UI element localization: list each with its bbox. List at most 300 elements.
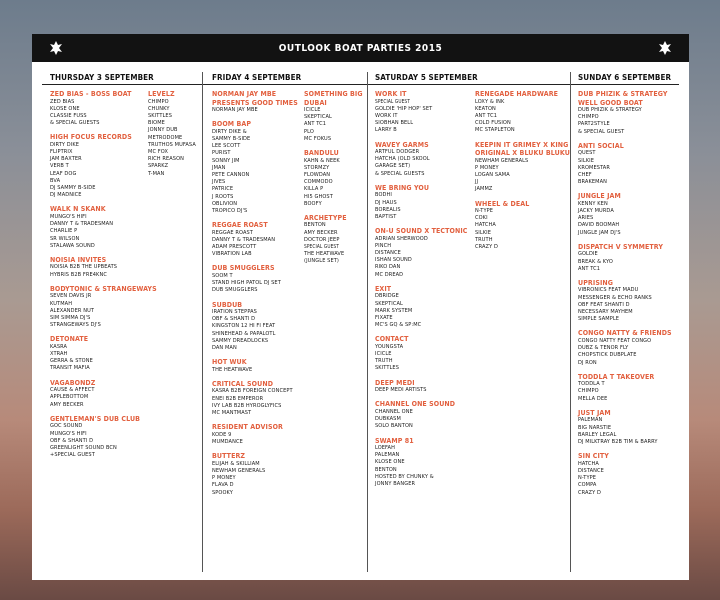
party-block bbox=[578, 409, 672, 446]
lineup-item: MUMDANCE bbox=[212, 439, 243, 445]
lineup-item: SR WILSON bbox=[50, 235, 80, 242]
lineup-item: & SPECIAL GUESTS bbox=[375, 170, 425, 177]
party-block bbox=[375, 400, 468, 430]
party-title: VAGABONDZ bbox=[50, 378, 96, 387]
lineup-item: ARIES bbox=[578, 215, 594, 222]
lineup-item: BAPTIST bbox=[375, 213, 397, 220]
party-block bbox=[212, 380, 298, 417]
party-block bbox=[50, 256, 157, 279]
lineup-item: SKEPTICAL bbox=[375, 300, 403, 307]
party-title: BUTTERZ bbox=[212, 452, 246, 461]
lineup-item: DISTANCE bbox=[375, 250, 401, 257]
lineup-item: KEATON bbox=[475, 105, 496, 112]
lineup-item: IRATION STEPPAS bbox=[212, 309, 257, 316]
lineup-item: LARRY B bbox=[375, 127, 397, 134]
lineup-item: DIRTY DIKE bbox=[50, 141, 80, 148]
lineup-item: JAMMZ bbox=[475, 186, 493, 193]
lineup-item: GARAGE SET) bbox=[375, 163, 411, 170]
party-block bbox=[375, 227, 468, 279]
lineup-item: RICH REASON bbox=[148, 156, 185, 163]
lineup-item: SOLO BANTON bbox=[375, 423, 413, 430]
lineup-item: & SPECIAL GUESTS bbox=[50, 120, 100, 127]
lineup-item: VIBRATION LAB bbox=[212, 251, 252, 258]
lineup-item: FIXATE bbox=[375, 314, 393, 321]
lineup-item: HATCHA bbox=[475, 222, 496, 229]
party-block bbox=[375, 90, 468, 135]
lineup-item: BOOFY bbox=[304, 200, 322, 207]
lineup-item: JACKY MURDA bbox=[578, 208, 614, 215]
lineup-item: RIKO DAN bbox=[375, 264, 401, 271]
column-divider bbox=[202, 72, 203, 572]
header-bar bbox=[32, 34, 689, 62]
lineup-item: TRUTHOS MUFASA bbox=[148, 141, 196, 148]
party-block bbox=[50, 379, 157, 409]
party-title: BANDULU bbox=[304, 149, 339, 158]
party-block bbox=[375, 437, 468, 489]
party-title: CHANNEL ONE SOUND bbox=[375, 400, 456, 409]
lineup-item: BODHI bbox=[375, 192, 392, 199]
party-title: ANTI SOCIAL bbox=[578, 141, 624, 150]
lineup-item: KASRA bbox=[50, 343, 68, 350]
party-title: HIGH FOCUS RECORDS bbox=[50, 133, 132, 142]
lineup-item: METRODOME bbox=[148, 134, 183, 141]
lineup-item: ANT TC1 bbox=[304, 121, 327, 128]
lineup-item: ISHAN SOUND bbox=[375, 257, 412, 264]
party-title: GENTLEMAN'S DUB CLUB bbox=[50, 414, 141, 423]
lineup-item: ADAM PRESCOTT bbox=[212, 244, 257, 251]
lineup-item: DAN MAN bbox=[212, 345, 237, 352]
lineup-item: MC FOKUS bbox=[304, 135, 332, 142]
lineup-item: JMAN bbox=[212, 164, 226, 171]
party-title: ZED BIAS - BOSS BOAT bbox=[50, 90, 132, 98]
party-block bbox=[50, 90, 157, 127]
lineup-item: PALEMAN bbox=[375, 452, 400, 459]
lineup-item: CHOPSTICK DUBPLATE bbox=[578, 352, 637, 359]
lineup-item: DUB PHIZIK & STRATEGY bbox=[578, 107, 642, 113]
lineup-item: DJ SAMMY B-SIDE bbox=[50, 185, 96, 192]
lineup-item: CRAZY D bbox=[475, 244, 498, 251]
lineup-item: TRUTH bbox=[375, 358, 393, 365]
lineup-item: GOLDIE bbox=[578, 251, 598, 258]
lineup-item: LOEFAH bbox=[375, 445, 395, 451]
lineup-item: PART2STYLE bbox=[578, 121, 610, 128]
lineup-item: CHIMPO bbox=[578, 114, 599, 121]
lineup-item: CHEF bbox=[578, 171, 592, 178]
party-block bbox=[50, 335, 157, 372]
party-title: WALK N SKANK bbox=[50, 205, 106, 214]
lineup-item: MC STAPLETON bbox=[475, 127, 515, 134]
lineup-item: BIG NARSTIE bbox=[578, 424, 612, 431]
lineup-item: MC DREAD bbox=[375, 271, 404, 278]
party-title: CRITICAL SOUND bbox=[212, 379, 274, 388]
lineup-item: DJ HAUS bbox=[375, 199, 397, 206]
lineup-item: KODE 9 bbox=[212, 431, 232, 438]
lineup-item: COMMODO bbox=[304, 179, 333, 186]
lineup-item: KLOSE ONE bbox=[375, 459, 405, 466]
lineup-item: BIOME bbox=[148, 120, 165, 127]
lineup-item: ANT TC1 bbox=[578, 265, 601, 272]
lineup-item: MC FOX bbox=[148, 148, 169, 155]
lineup-item: HATCHA bbox=[578, 460, 599, 467]
lineup-item: SIOBHAN BELL bbox=[375, 120, 414, 127]
lineup-item: SKITTLES bbox=[148, 112, 173, 119]
lineup-item: FLAVA D bbox=[212, 482, 234, 489]
party-title: WELL GOOD BOAT bbox=[578, 98, 643, 107]
lineup-item: PURIST bbox=[212, 150, 231, 157]
lineup-item: WORK IT bbox=[375, 112, 398, 119]
party-block bbox=[212, 452, 298, 497]
lineup-item: KUTMAH bbox=[50, 300, 73, 307]
lineup-item: COKI bbox=[475, 215, 488, 222]
lineup-item: CHANNEL ONE bbox=[375, 408, 413, 415]
lineup-item: VIBRONICS FEAT MADU bbox=[578, 287, 639, 294]
party-title: SIN CITY bbox=[578, 452, 609, 461]
lineup-item: PINCH bbox=[375, 242, 392, 249]
lineup-item: ZED BIAS bbox=[50, 98, 75, 105]
lineup-item: THE HEATWAVE bbox=[212, 366, 253, 373]
lineup-item: & SPECIAL GUEST bbox=[578, 128, 625, 135]
party-block bbox=[212, 264, 298, 294]
lineup-item: SILKIE bbox=[578, 157, 595, 164]
lineup-item: BENTON bbox=[304, 222, 326, 229]
column-thursday-a bbox=[50, 90, 157, 465]
party-title: PRESENTS GOOD TIMES bbox=[212, 98, 298, 107]
lineup-item: OBF & SHANTI D bbox=[50, 437, 94, 444]
lineup-item: ELIJAH & SKILLIAM bbox=[212, 460, 260, 467]
lineup-item: FLIPTRIX bbox=[50, 149, 73, 156]
lineup-item: GREENLIGHT SOUND BCN bbox=[50, 444, 117, 451]
lineup-item: DUB SMUGGLERS bbox=[212, 287, 258, 294]
lineup-item: FLOWDAN bbox=[304, 171, 331, 178]
lineup-item: TRANSIT MAFIA bbox=[50, 365, 90, 372]
lineup-item: J ROOTS bbox=[212, 193, 234, 200]
lineup-item: SONNY JIM bbox=[212, 157, 240, 164]
party-title: KEEPIN IT GRIMEY X KING bbox=[475, 140, 569, 149]
lineup-item: HOSTED BY CHUNKY & bbox=[375, 473, 434, 480]
lineup-item: +SPECIAL GUEST bbox=[50, 452, 95, 459]
party-block bbox=[578, 329, 672, 366]
lineup-item: KLOSE ONE bbox=[50, 105, 80, 112]
lineup-item: CHARLIE P bbox=[50, 228, 78, 235]
lineup-item: GOC SOUND bbox=[50, 423, 83, 430]
party-block bbox=[304, 214, 363, 266]
lineup-item: DJ RON bbox=[578, 359, 597, 366]
party-block bbox=[578, 192, 672, 237]
lineup-item: JONNY DUB bbox=[148, 127, 178, 134]
column-friday-b bbox=[304, 90, 363, 272]
lineup-item: DANNY T & TRADESMAN bbox=[212, 236, 276, 243]
party-title: RESIDENT ADVISOR bbox=[212, 423, 283, 432]
lineup-item: OBLIVION bbox=[212, 200, 238, 207]
lineup-item: SKEPTICAL bbox=[304, 114, 332, 121]
day-heading-saturday: SATURDAY 5 SEPTEMBER bbox=[375, 73, 478, 82]
lineup-item: PALEMAN bbox=[578, 417, 603, 424]
lineup-item: ADRIAN SHERWOOD bbox=[375, 235, 428, 242]
lineup-item: DUBKASM bbox=[375, 416, 401, 423]
lineup-item: IVY LAB B2B HYROGLYFICS bbox=[212, 402, 282, 409]
party-block bbox=[578, 142, 672, 187]
lineup-item: AMY BECKER bbox=[50, 401, 84, 408]
lineup-item: PETE CANNON bbox=[212, 171, 250, 178]
lineup-item: GOLDIE 'HIP HOP' SET bbox=[375, 105, 433, 112]
lineup-item: LOGAN SAMA bbox=[475, 171, 510, 178]
party-block bbox=[578, 243, 672, 273]
lineup-item: TRUTH bbox=[475, 236, 493, 243]
lineup-item: AMY BECKER bbox=[304, 229, 338, 236]
lineup-item: KILLA P bbox=[304, 186, 324, 193]
party-block bbox=[212, 358, 298, 374]
day-heading-friday: FRIDAY 4 SEPTEMBER bbox=[212, 73, 302, 82]
party-block bbox=[375, 141, 468, 178]
lineup-item: ALEXANDER NUT bbox=[50, 307, 95, 314]
lineup-item: KINGSTON 12 HI FI FEAT bbox=[212, 323, 276, 330]
lineup-item: JJ bbox=[475, 179, 479, 186]
party-title: NORMAN JAY MBE bbox=[212, 90, 277, 98]
lineup-item: LEE SCOTT bbox=[212, 143, 241, 150]
party-title: DUB PHIZIK & STRATEGY bbox=[578, 90, 668, 98]
party-block bbox=[475, 200, 570, 252]
party-block bbox=[375, 184, 468, 221]
party-block bbox=[578, 279, 672, 324]
lineup-item: DEEP MEDI ARTISTS bbox=[375, 387, 427, 394]
lineup-item: MC'S GQ & SP:MC bbox=[375, 322, 422, 329]
party-title: NOISIA INVITES bbox=[50, 255, 107, 264]
lineup-item: PLO bbox=[304, 128, 314, 135]
lineup-item: TROPICO DJ'S bbox=[212, 207, 248, 214]
party-title: BOOM BAP bbox=[212, 120, 252, 129]
party-block bbox=[578, 373, 672, 403]
lineup-item: KASRA B2B FOREIGN CONCEPT bbox=[212, 388, 293, 395]
party-title: SWAMP 81 bbox=[375, 436, 414, 445]
lineup-item: CHUNKY bbox=[148, 105, 170, 112]
party-title: ARCHETYPE bbox=[304, 213, 347, 222]
day-heading-sunday: SUNDAY 6 SEPTEMBER bbox=[578, 73, 672, 82]
party-block bbox=[375, 335, 468, 372]
lineup-item: SAMMY B-SIDE bbox=[212, 135, 251, 142]
party-block bbox=[304, 90, 363, 143]
logo-icon bbox=[657, 40, 673, 56]
party-block bbox=[475, 141, 570, 194]
lineup-item: DOCTOR JEEP bbox=[304, 236, 340, 243]
party-block bbox=[50, 415, 157, 460]
lineup-item: COLD FUSION bbox=[475, 120, 511, 127]
lineup-item: YOUNGSTA bbox=[375, 343, 404, 350]
party-title: WAVEY GARMS bbox=[375, 140, 429, 149]
lineup-item: SIMPLE SAMPLE bbox=[578, 316, 620, 323]
party-title: DEEP MEDI bbox=[375, 378, 415, 387]
lineup-item: MUNGO'S HIFI bbox=[50, 213, 87, 220]
lineup-item: SAMMY DREADLOCKS bbox=[212, 337, 269, 344]
lineup-item: DJ MADNICE bbox=[50, 192, 82, 199]
party-block bbox=[475, 90, 570, 135]
lineup-item: NEWHAM GENERALS bbox=[212, 467, 266, 474]
party-title: DETONATE bbox=[50, 335, 89, 344]
lineup-item: ICICLE bbox=[375, 351, 392, 358]
lineup-item: OBF & SHANTI D bbox=[212, 316, 256, 323]
lineup-item: HYBRIS B2B FRE4KNC bbox=[50, 271, 107, 278]
lineup-item: SPECIAL GUEST bbox=[304, 245, 339, 251]
lineup-item: KROMESTAR bbox=[578, 164, 610, 171]
lineup-item: ICICLE bbox=[304, 107, 321, 113]
lineup-item: LOXY & INK bbox=[475, 98, 505, 105]
lineup-item: MC MANTMAST bbox=[212, 410, 252, 417]
party-block bbox=[212, 221, 298, 258]
lineup-item: DANNY T & TRADESMAN bbox=[50, 221, 114, 228]
lineup-item: REGGAE ROAST bbox=[212, 229, 253, 236]
lineup-item: STAND HIGH PATOL DJ SET bbox=[212, 280, 281, 287]
page-title: OUTLOOK BOAT PARTIES 2015 bbox=[278, 42, 443, 54]
lineup-item: APPLEBOTTOM bbox=[50, 394, 89, 401]
lineup-item: SIM SIMMA DJ'S bbox=[50, 314, 91, 321]
lineup-item: NEWHAM GENERALS bbox=[475, 157, 529, 164]
logo-icon bbox=[48, 40, 64, 56]
party-block bbox=[50, 285, 157, 330]
lineup-item: BRAKEMAN bbox=[578, 179, 607, 186]
party-block bbox=[212, 120, 298, 215]
lineup-item: ANT TC1 bbox=[475, 112, 498, 119]
lineup-item: SKITTLES bbox=[375, 365, 400, 372]
lineup-item: SPECIAL GUEST bbox=[375, 99, 410, 105]
party-block bbox=[212, 423, 298, 446]
column-divider bbox=[367, 72, 368, 572]
lineup-item: LEAF DOG bbox=[50, 170, 77, 177]
party-title: WHEEL & DEAL bbox=[475, 199, 530, 208]
party-title: WE BRING YOU bbox=[375, 183, 430, 192]
lineup-item: NOISIA B2B THE UPBEATS bbox=[50, 264, 118, 271]
lineup-item: DAVID BOOMAH bbox=[578, 222, 620, 229]
lineup-item: COMPA bbox=[578, 482, 597, 489]
lineup-item: SEVEN DAVIS JR bbox=[50, 293, 92, 300]
party-block bbox=[50, 205, 157, 250]
lineup-item: (JUNGLE SET) bbox=[304, 258, 339, 265]
party-block bbox=[304, 149, 363, 208]
lineup-item: BOREALIS bbox=[375, 206, 401, 213]
party-block bbox=[578, 452, 672, 497]
party-block bbox=[212, 90, 298, 114]
lineup-item: JIVES bbox=[212, 179, 226, 186]
lineup-item: PATRICE bbox=[212, 186, 234, 193]
party-title: BODYTONIC & STRANGEWAYS bbox=[50, 284, 157, 293]
party-title: SUBDUB bbox=[212, 300, 243, 309]
lineup-item: HI5 GHOST bbox=[304, 193, 333, 200]
lineup-item: CONGO NATTY FEAT CONGO bbox=[578, 337, 652, 344]
lineup-item: SILKIE bbox=[475, 229, 492, 236]
lineup-item: SHINEHEAD & PAPALOTL bbox=[212, 330, 276, 337]
party-block bbox=[50, 133, 157, 199]
lineup-item: THE HEATWAVE bbox=[304, 251, 345, 258]
lineup-item: GERRA & STONE bbox=[50, 358, 93, 365]
lineup-item: TODDLA T bbox=[578, 381, 605, 388]
party-title: DISPATCH V SYMMETRY bbox=[578, 242, 664, 251]
lineup-item: ARTFUL DODGER bbox=[375, 149, 420, 156]
lineup-item: VERB T bbox=[50, 163, 69, 170]
party-title: EXIT bbox=[375, 284, 392, 293]
column-saturday-a bbox=[375, 90, 468, 494]
lineup-item: HATCHA (OLD SKOOL bbox=[375, 156, 430, 163]
party-block bbox=[212, 301, 298, 353]
party-title: HOT WUK bbox=[212, 358, 247, 367]
column-thursday-b bbox=[148, 90, 196, 184]
lineup-item: STALAWA SOUND bbox=[50, 242, 95, 249]
party-block bbox=[578, 90, 672, 136]
lineup-item: STORMZY bbox=[304, 164, 330, 171]
lineup-item: CRAZY D bbox=[578, 489, 601, 496]
lineup-item: CLASSIE FUSS bbox=[50, 112, 87, 119]
day-heading-thursday: THURSDAY 3 SEPTEMBER bbox=[50, 73, 154, 82]
lineup-item: BARLEY LEGAL bbox=[578, 431, 617, 438]
party-title: DUB SMUGGLERS bbox=[212, 264, 275, 273]
party-title: LEVELZ bbox=[148, 90, 175, 98]
party-title: REGGAE ROAST bbox=[212, 221, 268, 230]
lineup-item: MUNGO'S HIFI bbox=[50, 430, 87, 437]
party-title: ON-U SOUND X TECTONIC bbox=[375, 227, 468, 236]
lineup-item: N-TYPE bbox=[475, 208, 494, 215]
party-title: JUNGLE JAM bbox=[578, 192, 621, 201]
party-title: ORIGINAL X BLUKU BLUKU bbox=[475, 149, 570, 158]
lineup-item: DUBZ & TENOR FLY bbox=[578, 345, 629, 352]
party-title: DUBAI bbox=[304, 98, 327, 107]
lineup-item: KENNY KEN bbox=[578, 200, 608, 207]
lineup-item: STRANGEWAYS DJ'S bbox=[50, 322, 101, 329]
lineup-item: XTRAH bbox=[50, 351, 68, 358]
lineup-item: BENTON bbox=[375, 466, 397, 473]
lineup-item: JAM BAXTER bbox=[50, 156, 82, 163]
lineup-item: N-TYPE bbox=[578, 475, 597, 482]
lineup-item: SOOM T bbox=[212, 272, 233, 279]
column-divider bbox=[570, 72, 571, 572]
lineup-item: P MONEY bbox=[475, 164, 499, 171]
lineup-item: SPARKZ bbox=[148, 163, 169, 170]
party-block bbox=[148, 90, 196, 178]
poster bbox=[32, 34, 689, 580]
lineup-item: MELLA DEE bbox=[578, 395, 608, 402]
lineup-item: BREAK & KYO bbox=[578, 258, 613, 265]
lineup-item: P MONEY bbox=[212, 475, 236, 482]
lineup-item: DBRIDGE bbox=[375, 293, 399, 300]
header-rule bbox=[42, 84, 679, 85]
column-sunday bbox=[578, 90, 672, 503]
lineup-item: KAHN & NEEK bbox=[304, 157, 340, 164]
party-title: CONGO NATTY & FRIENDS bbox=[578, 329, 672, 338]
party-title: WORK IT bbox=[375, 90, 407, 98]
lineup-item: MARK SYSTEM bbox=[375, 307, 413, 314]
lineup-item: ENEI B2B EMPEROR bbox=[212, 395, 264, 402]
party-title: SOMETHING BIG bbox=[304, 90, 363, 98]
party-title: JUST JAM bbox=[578, 408, 611, 417]
lineup-item: JUNGLE JAM DJ'S bbox=[578, 229, 621, 236]
party-title: CONTACT bbox=[375, 335, 409, 344]
party-title: TODDLA T TAKEOVER bbox=[578, 372, 655, 381]
column-friday-a bbox=[212, 90, 298, 503]
lineup-item: DISTANCE bbox=[578, 467, 604, 474]
lineup-item: NORMAN JAY MBE bbox=[212, 107, 258, 113]
lineup-item: QUEST bbox=[578, 150, 596, 157]
column-saturday-b bbox=[475, 90, 570, 257]
lineup-item: DJ MILKTRAY B2B TIM & BARRY bbox=[578, 439, 658, 445]
party-title: UPRISING bbox=[578, 278, 614, 287]
lineup-item: OBF FEAT SHANTI D bbox=[578, 301, 630, 308]
lineup-item: MESSENGER & ECHO RANKS bbox=[578, 294, 652, 301]
lineup-item: CHIMPO bbox=[578, 388, 599, 395]
lineup-item: DIRTY DIKE & bbox=[212, 128, 247, 135]
lineup-item: JONNY BANGER bbox=[375, 481, 416, 488]
lineup-item: SPOOKY bbox=[212, 489, 233, 496]
lineup-item: CHIMPO bbox=[148, 98, 169, 105]
party-title: RENEGADE HARDWARE bbox=[475, 90, 559, 98]
lineup-item: CAUSE & AFFECT bbox=[50, 387, 95, 394]
party-block bbox=[375, 285, 468, 330]
lineup-item: T-MAN bbox=[148, 170, 165, 177]
